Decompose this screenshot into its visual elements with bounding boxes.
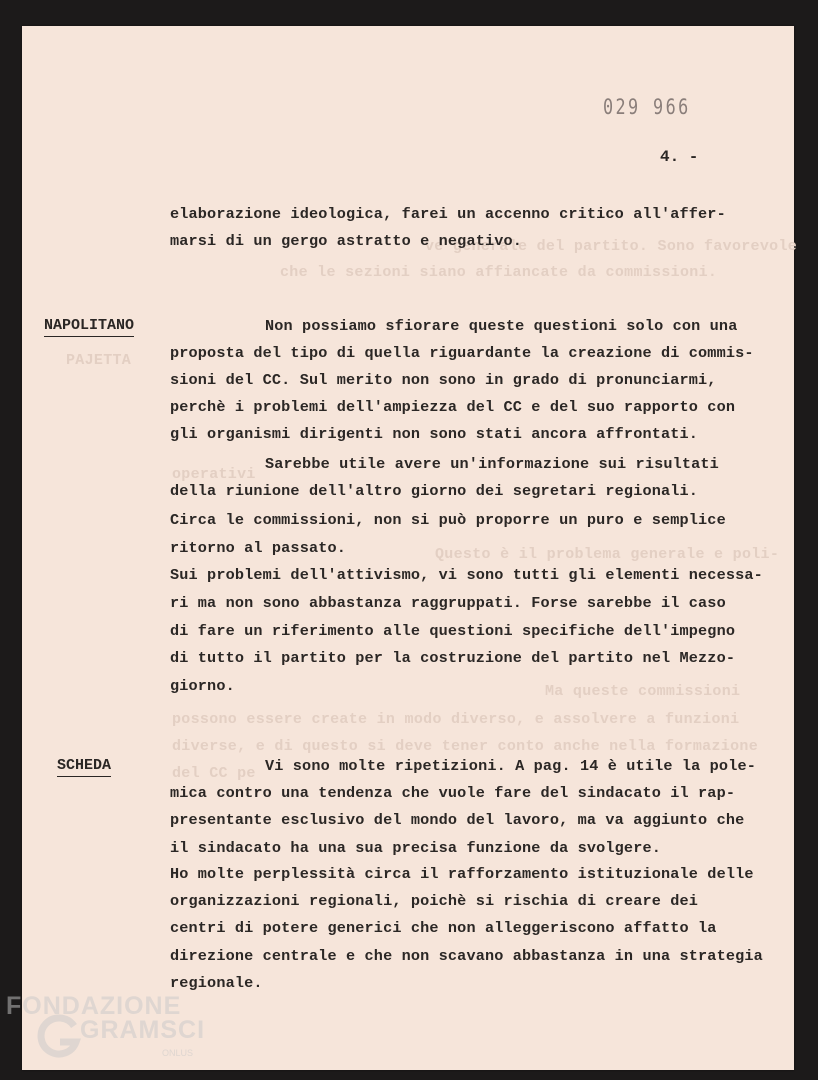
show-through-line: Ma queste commissioni (545, 683, 741, 700)
text-line: organizzazioni regionali, poichè si rischia di creare dei (170, 892, 699, 910)
text-line: Non possiamo sfiorare queste questioni solo con una (265, 317, 738, 335)
speaker-label: SCHEDA (57, 757, 111, 777)
text-line: Sui problemi dell'attivismo, vi sono tutti gli elementi necessa- (170, 566, 763, 584)
watermark-line1: FONDAZIONE (6, 992, 182, 1020)
text-line: Sarebbe utile avere un'informazione sui risultati (265, 455, 719, 473)
text-line: Ho molte perplessità circa il rafforzamento istituzionale delle (170, 865, 754, 883)
show-through-line: diverse, e di questo si deve tener conto anche nella formazione (172, 738, 758, 755)
text-line: il sindacato ha una sua precisa funzione da svolgere. (170, 839, 661, 857)
text-line: proposta del tipo di quella riguardante la creazione di commis- (170, 344, 754, 362)
watermark-line2: GRAMSCI (80, 1016, 206, 1044)
archive-number: 029 966 (603, 95, 691, 119)
speaker-label: NAPOLITANO (44, 317, 134, 337)
text-line: Circa le commissioni, non si può proporre un puro e semplice (170, 511, 726, 529)
text-line: gli organismi dirigenti non sono stati ancora affrontati. (170, 425, 699, 443)
text-line: sioni del CC. Sul merito non sono in grado di pronunciarmi, (170, 371, 717, 389)
text-line: di fare un riferimento alle questioni specifiche dell'impegno (170, 622, 736, 640)
gramsci-g-icon (32, 1012, 84, 1064)
text-line: elaborazione ideologica, farei un accenno critico all'affer- (170, 205, 726, 223)
text-line: marsi di un gergo astratto e negativo. (170, 232, 523, 250)
text-line: presentante esclusivo del mondo del lavoro, ma va aggiunto che (170, 811, 745, 829)
show-through-line: ve generale del partito. Sono favorevole (425, 238, 798, 255)
text-line: perchè i problemi dell'ampiezza del CC e del suo rapporto con (170, 398, 736, 416)
show-through-line: che le sezioni siano affiancate da commissioni. (280, 264, 718, 281)
text-line: mica contro una tendenza che vuole fare del sindacato il rap- (170, 784, 736, 802)
text-line: Vi sono molte ripetizioni. A pag. 14 è utile la pole- (265, 757, 756, 775)
text-line: centri di potere generici che non alleggeriscono affatto la (170, 919, 717, 937)
page-number: 4. - (660, 148, 699, 166)
text-line: ri ma non sono abbastanza raggruppati. Forse sarebbe il caso (170, 594, 726, 612)
show-through-name: PAJETTA (66, 352, 132, 369)
show-through-line: Questo è il problema generale e poli- (435, 546, 780, 563)
text-line: direzione centrale e che non scavano abbastanza in una strategia (170, 947, 763, 965)
text-line: ritorno al passato. (170, 539, 347, 557)
text-line: giorno. (170, 677, 235, 695)
text-line: della riunione dell'altro giorno dei segretari regionali. (170, 482, 699, 500)
text-line: di tutto il partito per la costruzione del partito nel Mezzo- (170, 649, 736, 667)
show-through-line: operativi (172, 466, 256, 483)
watermark-line3: ONLUS (162, 1048, 194, 1058)
text-line: regionale. (170, 974, 263, 992)
show-through-line: possono essere create in modo diverso, e assolvere a funzioni (172, 711, 740, 728)
fondazione-gramsci-watermark (2, 992, 206, 1072)
show-through-line: del CC pe (172, 765, 256, 782)
